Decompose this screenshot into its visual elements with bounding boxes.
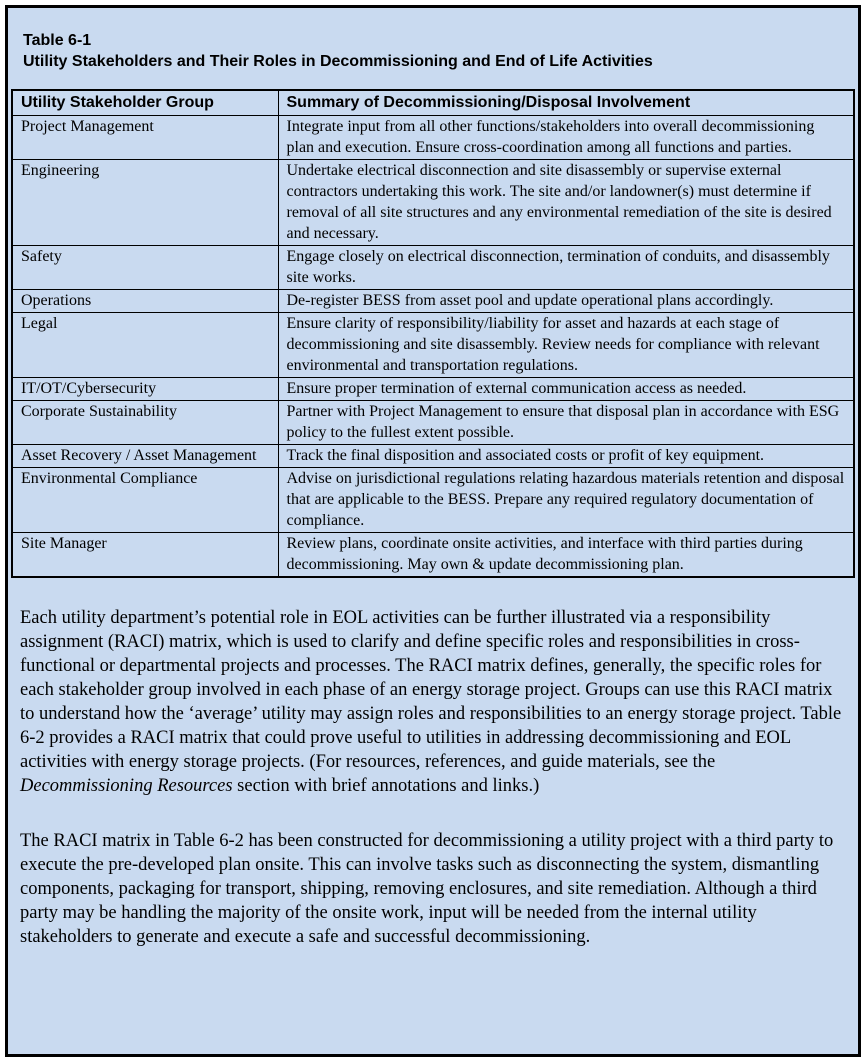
summary-cell: Ensure clarity of responsibility/liability for asset and hazards at each stage of decommissioning and site disassembly. Review needs for compliance with relevant environmental and transportation regulations. (278, 313, 854, 378)
stakeholder-group-cell: Environmental Compliance (12, 468, 278, 533)
stakeholder-group-cell: Site Manager (12, 533, 278, 578)
stakeholder-group-cell: Operations (12, 290, 278, 313)
italic-section-reference: Decommissioning Resources (20, 776, 233, 796)
summary-cell: Track the final disposition and associated costs or profit of key equipment. (278, 445, 854, 468)
table-row-operations (12, 290, 854, 313)
stakeholder-group-cell: Corporate Sustainability (12, 401, 278, 445)
stakeholder-group-cell: Asset Recovery / Asset Management (12, 445, 278, 468)
document-page (5, 5, 861, 1057)
summary-cell: Partner with Project Management to ensure that disposal plan in accordance with ESG policy to the fullest extent possible. (278, 401, 854, 445)
paragraph-raci-construction: The RACI matrix in Table 6-2 has been constructed for decommissioning a utility project with a third party to execute the pre-developed plan onsite. This can involve tasks such as disconnecting the system, dismantling components, packaging for transport, shipping, removing enclosures, and site remediation. Although a third party may be handling the majority of the onsite work, input will be needed from the internal utility stakeholders to generate and execute a safe and successful decommissioning. (20, 831, 834, 947)
stakeholder-group-cell: Safety (12, 246, 278, 290)
table-row-project-management (12, 116, 854, 160)
summary-cell: Advise on jurisdictional regulations relating hazardous materials retention and disposal that are applicable to the BESS. Prepare any required regulatory documentation of compliance. (278, 468, 854, 533)
summary-cell: Review plans, coordinate onsite activities, and interface with third parties during decommissioning. May own & update decommissioning plan. (278, 533, 854, 578)
stakeholder-group-cell: Engineering (12, 160, 278, 246)
table-row-engineering (12, 160, 854, 246)
body-text-block (20, 606, 845, 949)
table-header-row (12, 90, 854, 116)
summary-cell: De-register BESS from asset pool and update operational plans accordingly. (278, 290, 854, 313)
table-row-it-ot-cybersecurity (12, 378, 854, 401)
column-header-summary: Summary of Decommissioning/Disposal Involvement (278, 90, 854, 116)
stakeholders-table (11, 89, 855, 578)
stakeholder-group-cell: IT/OT/Cybersecurity (12, 378, 278, 401)
table-row-asset-recovery (12, 445, 854, 468)
stakeholder-group-cell: Legal (12, 313, 278, 378)
summary-cell: Undertake electrical disconnection and site disassembly or supervise external contractors undertaking this work. The site and/or landowner(s) must determine if removal of all site structures and any environmental remediation of the site is desired and necessary. (278, 160, 854, 246)
summary-cell: Engage closely on electrical disconnection, termination of conduits, and disassembly site works. (278, 246, 854, 290)
table-row-corporate-sustainability (12, 401, 854, 445)
summary-cell: Integrate input from all other functions/stakeholders into overall decommissioning plan and execution. Ensure cross-coordination among all functions and parties. (278, 116, 854, 160)
table-row-site-manager (12, 533, 854, 578)
column-header-stakeholder-group: Utility Stakeholder Group (12, 90, 278, 116)
summary-cell: Ensure proper termination of external communication access as needed. (278, 378, 854, 401)
stakeholder-group-cell: Project Management (12, 116, 278, 160)
paragraph-text-before-italic: Each utility department’s potential role in EOL activities can be further illustrated via a responsibility assignment (RACI) matrix, which is used to clarify and define specific roles and responsibilities in cross-functional or departmental projects and processes. The RACI matrix defines, generally, the specific roles for each stakeholder group involved in each phase of an energy storage project. Groups can use this RACI matrix to understand how the ‘average’ utility may assign roles and responsibilities to an energy storage project. Table 6-2 provides a RACI matrix that could prove useful to utilities in addressing decommissioning and EOL activities with energy storage projects. (For resources, references, and guide materials, see the (20, 608, 842, 772)
table-row-safety (12, 246, 854, 290)
table-caption: Utility Stakeholders and Their Roles in Decommissioning and End of Life Activities (23, 53, 653, 70)
paragraph-raci-intro (20, 606, 845, 798)
paragraph-text-after-italic: section with brief annotations and links.) (232, 776, 540, 796)
table-row-legal (12, 313, 854, 378)
table-row-environmental-compliance (12, 468, 854, 533)
table-title-block (23, 30, 855, 72)
table-number: Table 6-1 (23, 32, 92, 49)
